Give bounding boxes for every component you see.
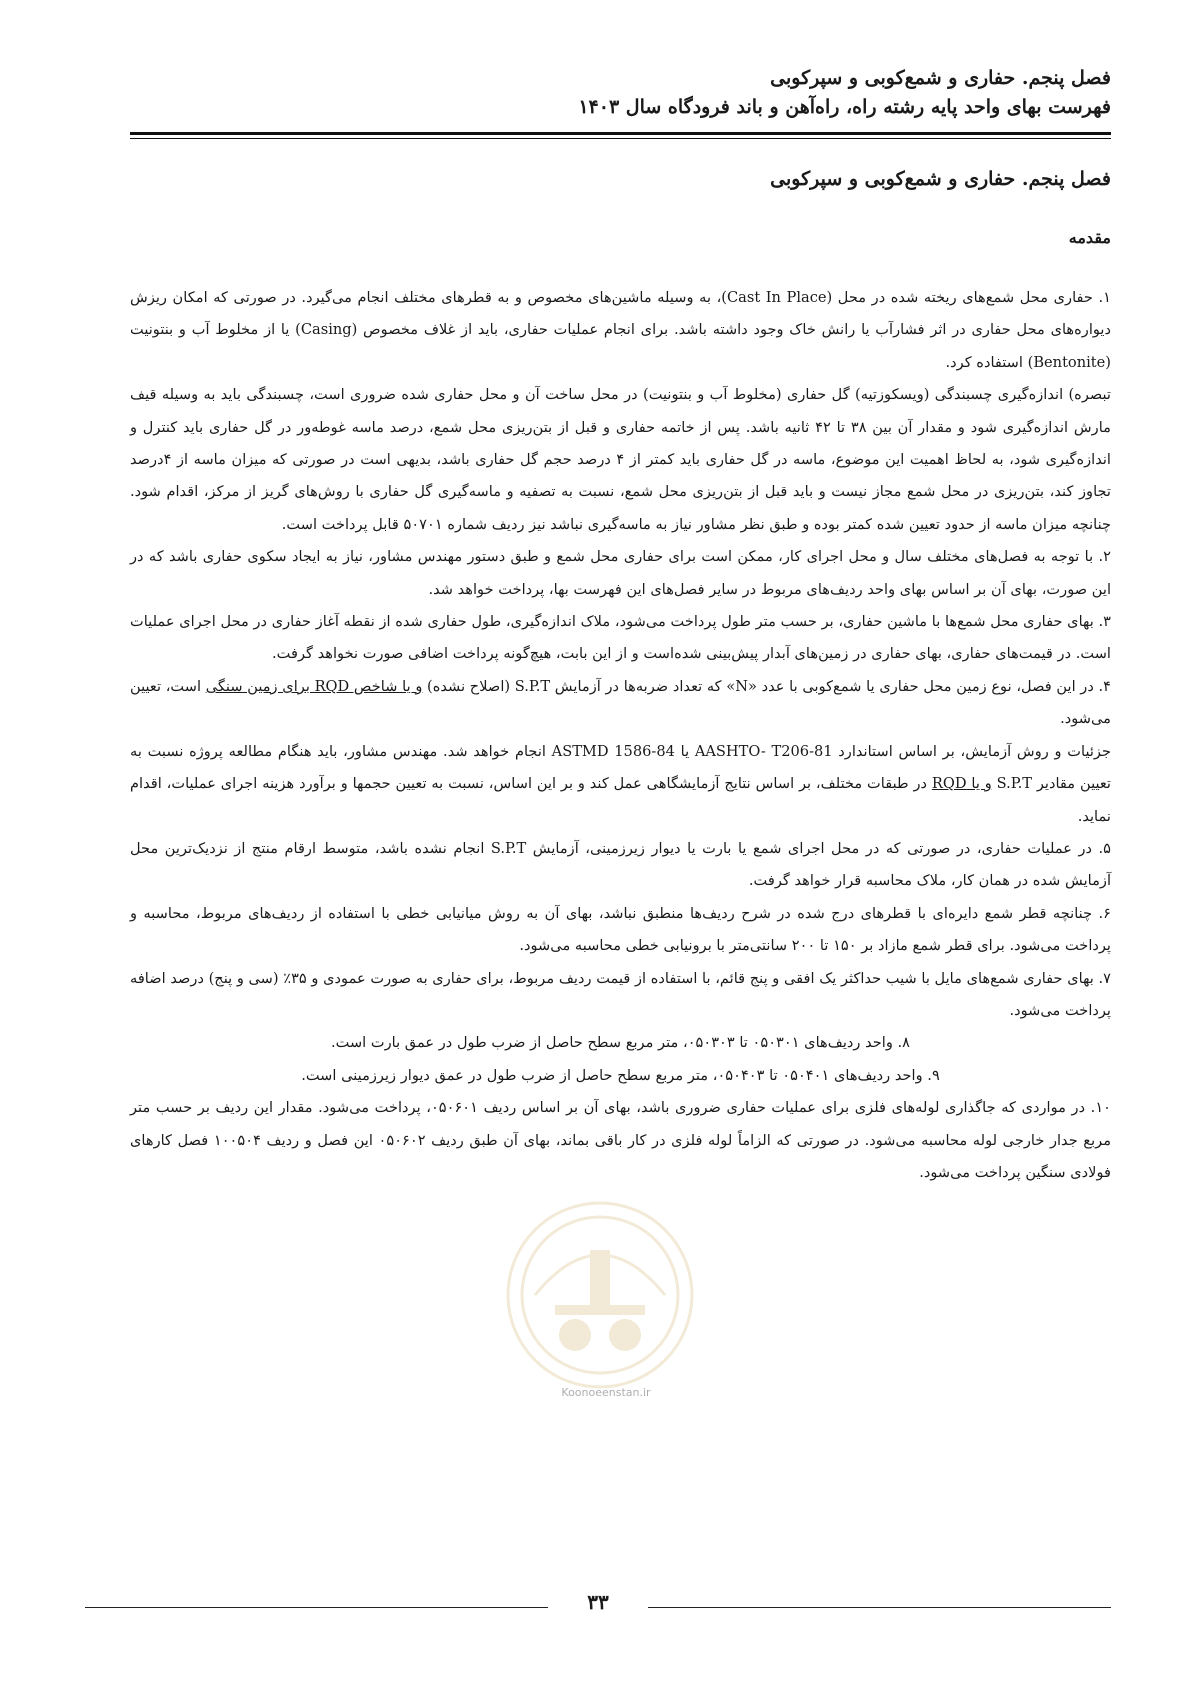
seal-logo-icon — [495, 1195, 705, 1395]
section-title: مقدمه — [1068, 228, 1111, 247]
paragraph-5: ۵. در عملیات حفاری، در صورتی که در محل اجرای شمع یا بارت یا دیوار زیرزمینی، آزمایش S.P.T انجام نشده باشد، متوسط ارقام منتج از نزدیک‌ترین محل آزمایش شده در همان کار، ملاک محاسبه قرار خواهد گرفت. — [130, 839, 1111, 890]
paragraph-note: تبصره) اندازه‌گیری چسبندگی (ویسکوزتیه) گل حفاری (مخلوط آب و بنتونیت) در محل ساخت آن و محل حفاری شده ضروری است، چسبندگی باید به وسیله قیف مارش اندازه‌گیری شود و مقدار آن بین ۳۸ تا ۴۲ ثانیه باشد. پس از خاتمه حفاری و قبل از بتن‌ریزی محل شمع، درصد ماسه غوطه‌ور در گل حفاری باید کنترل و اندازه‌گیری شود، به لحاظ اهمیت این موضوع، ماسه در گل حفاری باید کمتر از ۴ درصد حجم گل حفاری باشد، بدیهی است در صورتی که میزان ماسه از ۴درصد تجاوز کند، بتن‌ریزی در محل شمع مجاز نیست و باید قبل از بتن‌ریزی محل شمع، نسبت به تصفیه و ماسه‌گیری گل حفاری با روش‌های گریز از مرکز، اقدام شود. چنانچه میزان ماسه از حدود تعیین شده کمتر بوده و طبق نظر مشاور نیاز به ماسه‌گیری نباشد نیز ردیف شماره ۵۰۷۰۱ قابل پرداخت است. — [130, 386, 1111, 533]
paragraph-7: ۷. بهای حفاری شمع‌های مایل با شیب حداکثر یک افقی و پنج قائم، با استفاده از قیمت ردیف مربوط، برای حفاری به صورت عمودی و ۳۵٪ (سی و پنج) درصد اضافه پرداخت می‌شود. — [130, 969, 1111, 1019]
header-rule-thin — [130, 138, 1111, 139]
paragraph-4-details-a: جزئیات و روش آزمایش، بر اساس استاندارد AASHTO- T206-81 یا ASTMD 1586-84 انجام خواهد شد. مهندس مشاور، باید هنگام مطالعه پروژه نسبت به تعیین مقادیر S.P.T — [130, 742, 1112, 793]
paragraph-4-details — [130, 736, 1111, 833]
header-catalog-line: فهرست بهای واحد پایه رشته راه، راه‌آهن و باند فرودگاه سال ۱۴۰۳ — [578, 96, 1111, 118]
paragraph-4-underlined: و یا شاخص RQD برای زمین سنگی — [205, 677, 423, 695]
paragraph-8: ۸. واحد ردیف‌های ۰۵۰۳۰۱ تا ۰۵۰۳۰۳، متر مربع سطح حاصل از ضرب طول در عمق بارت است. — [330, 1034, 911, 1052]
header-chapter-line: فصل پنجم. حفاری و شمع‌کوبی و سپرکوبی — [770, 67, 1111, 89]
running-header — [130, 64, 1111, 122]
paragraph-4-details-underlined: و یا RQD — [931, 775, 992, 793]
paragraph-4-text-b: است، تعیین می‌شود. — [130, 677, 1111, 728]
footer-rule-right — [648, 1607, 1111, 1608]
paragraph-4-details-b: در طبقات مختلف، بر اساس نتایج آزمایشگاهی عمل کند و بر این اساس، نسبت به تعیین حجمها و برآورد هزینه اجرای عملیات، اقدام نماید. — [130, 775, 1111, 825]
watermark-text: Koonoeenstan.ir — [561, 1386, 651, 1399]
paragraph-6: ۶. چنانچه قطر شمع دایره‌ای با قطرهای درج شده در شرح ردیف‌ها منطبق نباشد، بهای آن به روش میانیابی خطی با استفاده از ردیف‌های مربوط، محاسبه و پرداخت می‌شود. برای قطر شمع مازاد بر ۱۵۰ تا ۲۰۰ سانتی‌متر با برونیابی خطی محاسبه می‌شود. — [130, 904, 1111, 955]
header-rule-thick — [130, 132, 1111, 135]
paragraph-10: ۱۰. در مواردی که جاگذاری لوله‌های فلزی برای عملیات حفاری ضروری باشد، بهای آن بر اساس ردیف ۰۵۰۶۰۱، پرداخت می‌شود. مقدار این ردیف بر حسب متر مربع جدار خارجی لوله محاسبه می‌شود. در صورتی که الزاماً لوله فلزی در کار باقی بماند، بهای آن طبق ردیف ۰۵۰۶۰۲ این فصل و ردیف ۱۰۰۵۰۴ فصل کارهای فولادی سنگین پرداخت می‌شود. — [130, 1099, 1112, 1181]
paragraph-2: ۲. با توجه به فصل‌های مختلف سال و محل اجرای کار، ممکن است برای حفاری محل شمع و طبق دستور مهندس مشاور، نیاز به ایجاد سکوی حفاری باشد که در این صورت، بهای آن بر اساس بهای واحد ردیف‌های مربوط در سایر فصل‌های این فهرست بها، پرداخت خواهد شد. — [130, 548, 1111, 598]
paragraph-3: ۳. بهای حفاری محل شمع‌ها با ماشین حفاری، بر حسب متر طول پرداخت می‌شود، ملاک اندازه‌گیری، طول حفاری شده از نقطه آغاز حفاری در محل اجرای عملیات است. در قیمت‌های حفاری، بهای حفاری در زمین‌های آبدار پیش‌بینی شده‌است و از این بابت، هیچ‌گونه پرداخت اضافی صورت نخواهد گرفت. — [130, 613, 1111, 663]
paragraph-1: ۱. حفاری محل شمع‌های ریخته شده در محل (Cast In Place)، به وسیله ماشین‌های مخصوص و به قطرهای مختلف انجام می‌گیرد. در صورتی که امکان ریزش دیواره‌های محل حفاری در اثر فشارآب یا رانش خاک وجود داشته باشد. برای انجام عملیات حفاری، باید از غلاف مخصوص (Casing) یا از مخلوط آب و بنتونیت (Bentonite) استفاده کرد. — [130, 289, 1111, 371]
paragraph-4-text-a: ۴. در این فصل، نوع زمین محل حفاری یا شمع‌کوبی با عدد «N» که تعداد ضربه‌ها در آزمایش S.P.T (اصلاح نشده) — [422, 677, 1112, 695]
footer-rule-left — [85, 1607, 548, 1608]
body-text — [130, 282, 1111, 1189]
paragraph-4 — [130, 671, 1111, 736]
paragraph-9: ۹. واحد ردیف‌های ۰۵۰۴۰۱ تا ۰۵۰۴۰۳، متر مربع سطح حاصل از ضرب طول در عمق دیوار زیرزمینی است. — [301, 1066, 940, 1084]
chapter-title: فصل پنجم. حفاری و شمع‌کوبی و سپرکوبی — [770, 168, 1111, 190]
page-number: ۳۳ — [587, 1590, 609, 1614]
